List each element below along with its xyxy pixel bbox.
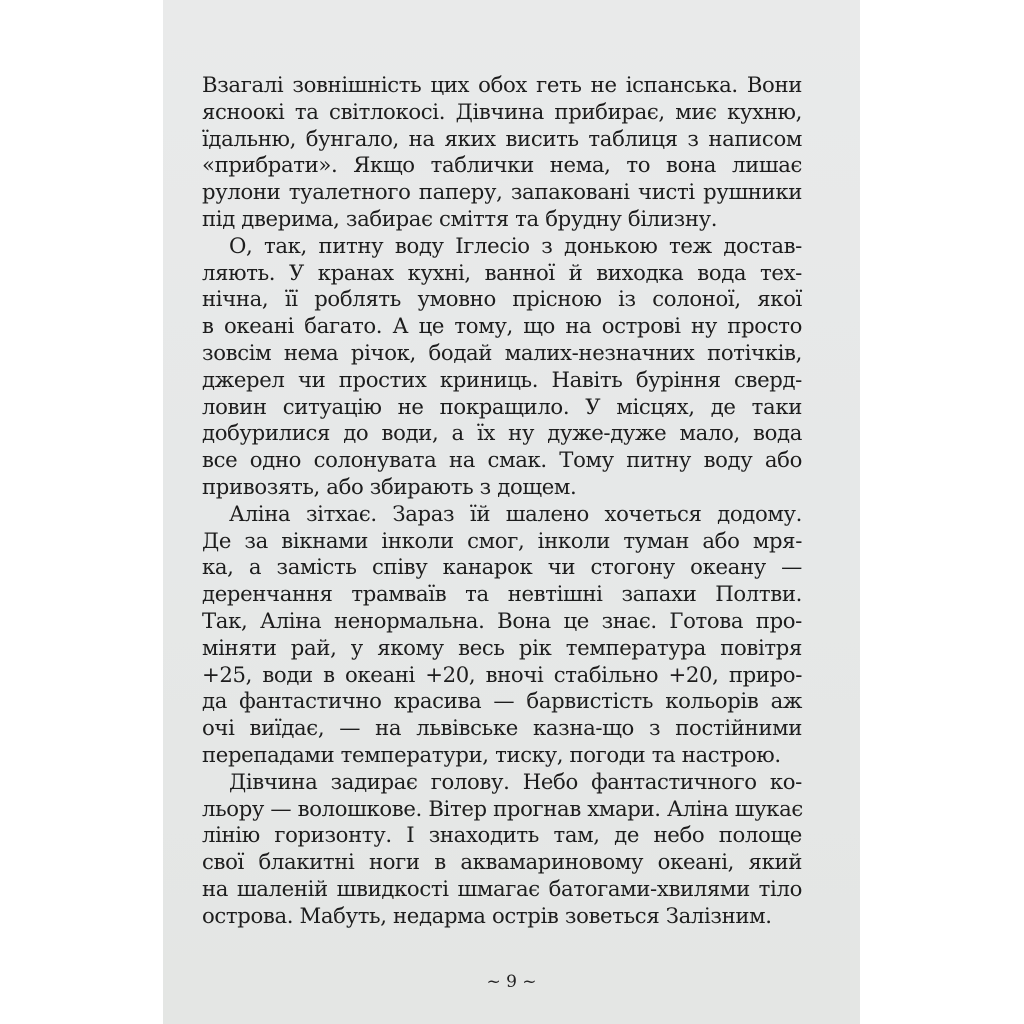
text-line: під дверима, забирає сміття та брудну білизну. bbox=[202, 205, 718, 231]
text-line: «прибрати». Якщо таблички нема, то вона лишає bbox=[202, 152, 802, 178]
text-line: на шаленій швидкості шмагає батогами-хвилями тіло bbox=[202, 875, 802, 901]
text-line: лінію горизонту. І знаходить там, де небо полоще bbox=[202, 822, 802, 848]
text-line: да фантастично красива — барвистість кольорів аж bbox=[202, 688, 802, 714]
text-line: Так, Аліна ненормальна. Вона це знає. Готова про- bbox=[202, 607, 802, 633]
text-line: добурилися до води, а їх ну дуже-дуже мало, вода bbox=[202, 420, 802, 446]
text-line: О, так, питну воду Іглесіо з донькою теж достав- bbox=[229, 232, 802, 258]
text-line: міняти рай, у якому весь рік температура повітря bbox=[202, 634, 802, 660]
text-line: привозять, або збирають з дощем. bbox=[202, 473, 577, 499]
text-line: Де за вікнами інколи смог, інколи туман або мря- bbox=[202, 527, 802, 553]
text-line: ка, а замість співу канарок чи стогону океану — bbox=[202, 554, 802, 580]
page-number: ~ 9 ~ bbox=[486, 972, 537, 992]
text-line: деренчання трамваїв та невтішні запахи Полтви. bbox=[202, 581, 802, 607]
text-line: Взагалі зовнішність цих обох геть не іспанська. Вони bbox=[202, 72, 802, 97]
text-line: ляють. У кранах кухні, ванної й виходка вода тех- bbox=[202, 259, 802, 285]
text-line: очі виїдає, — на львівське казна-що з постійними bbox=[202, 715, 802, 741]
text-line: зовсім нема річок, бодай малих-незначних потічків, bbox=[202, 339, 802, 365]
text-line: все одно солонувата на смак. Тому питну воду або bbox=[202, 447, 802, 473]
text-line: перепадами температури, тиску, погоди та настрою. bbox=[202, 741, 781, 767]
text-line: +25, води в океані +20, вночі стабільно +20, приро- bbox=[202, 661, 802, 687]
text-line: Аліна зітхає. Зараз їй шалено хочеться додому. bbox=[229, 500, 802, 526]
text-line: льору — волошкове. Вітер прогнав хмари. Аліна шукає bbox=[202, 795, 803, 821]
text-line: острова. Мабуть, недарма острів зоветься Залізним. bbox=[202, 902, 772, 928]
text-line: в океані багато. А це тому, що на острові ну просто bbox=[202, 313, 802, 339]
text-line: рулони туалетного паперу, запаковані чисті рушники bbox=[202, 179, 802, 205]
text-line: ловин ситуацію не покращило. У місцях, де таки bbox=[202, 393, 802, 419]
text-line: нічна, її роблять умовно прісною із солоної, якої bbox=[202, 286, 802, 312]
book-page bbox=[163, 0, 860, 1024]
body-text bbox=[202, 72, 802, 930]
text-line: Дівчина задирає голову. Небо фантастичного ко- bbox=[229, 768, 802, 794]
text-line: ясноокі та світлокосі. Дівчина прибирає, миє кухню, bbox=[202, 98, 802, 124]
text-line: їдальню, бунгало, на яких висить таблиця з написом bbox=[202, 125, 802, 151]
text-line: джерел чи простих криниць. Навіть буріння сверд- bbox=[202, 366, 802, 392]
text-line: свої блакитні ноги в аквамариновому океані, який bbox=[202, 849, 802, 875]
